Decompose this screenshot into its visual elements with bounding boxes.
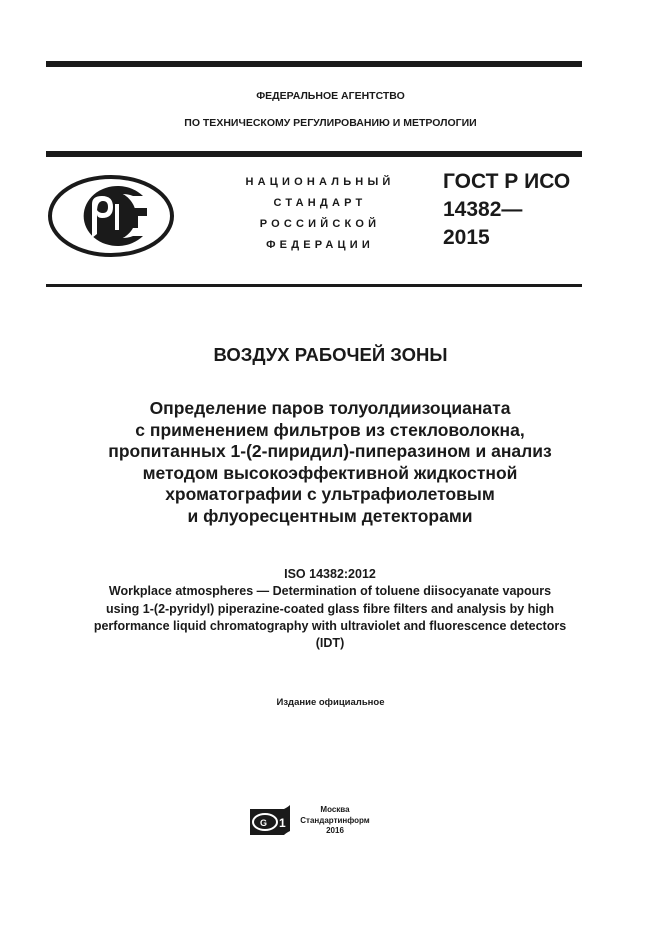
subtitle-line: хроматографии с ультрафиолетовым <box>165 484 495 505</box>
publisher-year: 2016 <box>326 826 344 835</box>
subtitle-line: пропитанных 1-(2-пиридил)-пиперазином и анализ <box>108 441 552 462</box>
standard-designation <box>443 168 570 252</box>
subtitle-line: с применением фильтров из стекловолокна, <box>135 419 525 440</box>
iso-title-line: performance liquid chromatography with ultraviolet and fluorescence detectors <box>93 618 567 633</box>
designation-line: 14382— <box>443 198 523 221</box>
iso-title-line: using 1-(2-pyridyl) piperazine-coated glass fibre filters and analysis by high <box>105 601 555 616</box>
block-rule <box>46 284 582 287</box>
svg-text:1: 1 <box>279 816 286 830</box>
iso-title-line: Workplace atmospheres — Determination of toluene diisocyanate vapours <box>108 584 552 599</box>
publisher-info <box>295 805 375 837</box>
designation-line: 2015 <box>443 226 490 249</box>
rst-certification-mark-icon <box>47 174 175 258</box>
iso-reference <box>50 566 610 652</box>
document-subtitle <box>60 398 600 528</box>
subtitle-line: Определение паров толуолдиизоцианата <box>149 398 511 418</box>
agency-line-2: ПО ТЕХНИЧЕСКОМУ РЕГУЛИРОВАНИЮ И МЕТРОЛОГИИ <box>184 117 477 129</box>
document-title: ВОЗДУХ РАБОЧЕЙ ЗОНЫ <box>213 344 448 365</box>
national-standard-label <box>225 172 415 256</box>
iso-title-line: (IDT) <box>315 636 345 651</box>
publisher-city: Москва <box>320 805 350 814</box>
iso-number: ISO 14382:2012 <box>284 567 376 581</box>
svg-text:G: G <box>260 818 268 828</box>
national-standard-line: РОССИЙСКОЙ <box>259 218 381 230</box>
national-standard-line: ФЕДЕРАЦИИ <box>266 239 374 251</box>
top-rule <box>46 61 582 67</box>
national-standard-line: СТАНДАРТ <box>273 197 367 209</box>
edition-label: Издание официальное <box>276 697 385 708</box>
publisher-name: Стандартинформ <box>300 815 370 825</box>
designation-line: ГОСТ Р ИСО <box>443 170 571 193</box>
subtitle-line: методом высокоэффективной жидкостной <box>142 462 518 483</box>
national-standard-line: НАЦИОНАЛЬНЫЙ <box>245 176 395 188</box>
agency-line-1: ФЕДЕРАЛЬНОЕ АГЕНТСТВО <box>256 90 405 102</box>
subtitle-line: и флуоресцентным детекторами <box>187 505 473 526</box>
header-rule <box>46 151 582 157</box>
standartinform-logo-icon <box>248 805 291 835</box>
